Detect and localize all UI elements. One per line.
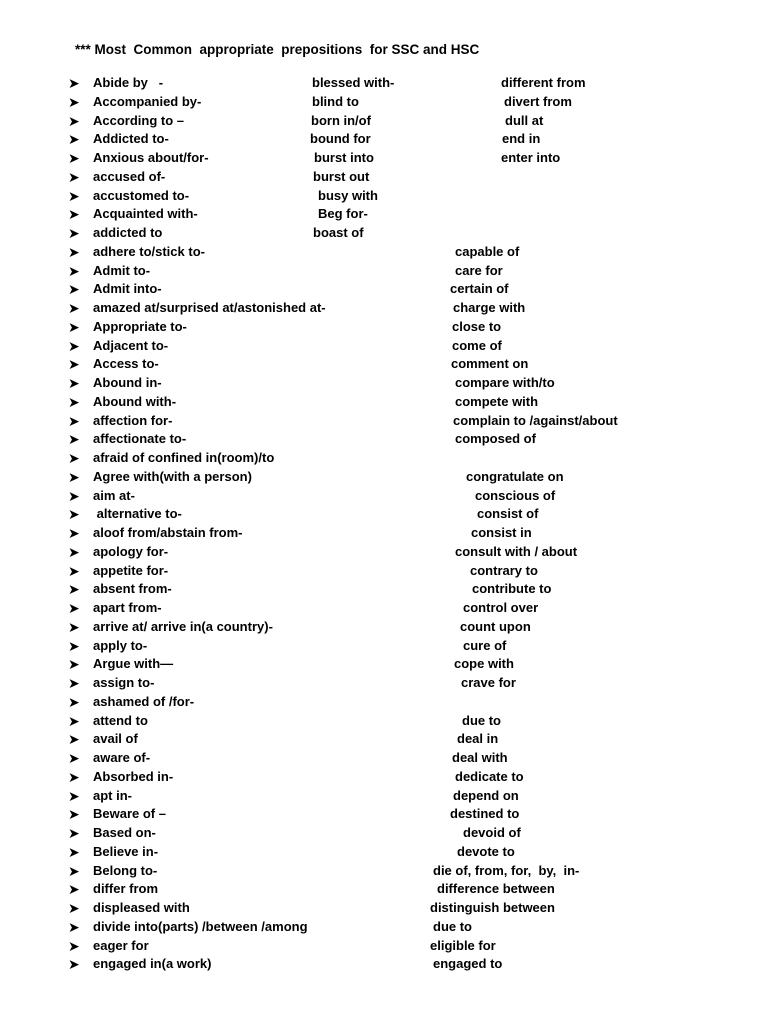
arrowhead-bullet-icon: ➤ [68, 375, 80, 391]
list-item [0, 899, 768, 918]
arrowhead-bullet-icon: ➤ [68, 337, 80, 354]
list-item [0, 168, 768, 187]
arrowhead-bullet-icon: ➤ [68, 618, 80, 635]
list-item [0, 730, 768, 749]
preposition-col-1: Argue with— [93, 656, 174, 672]
preposition-col-1: affection for- [93, 412, 173, 428]
preposition-col-1: accused of- [93, 168, 166, 184]
list-item [0, 674, 768, 693]
list-item [0, 355, 768, 374]
preposition-col-1: Acquainted with- [93, 206, 198, 222]
preposition-col-2: distinguish between [430, 900, 555, 915]
preposition-col-1: Agree with(with a person) [93, 468, 252, 484]
preposition-col-2: bound for [310, 131, 371, 147]
list-item [0, 580, 768, 599]
preposition-col-2: devote to [457, 843, 515, 859]
list-item [0, 187, 768, 206]
list-item [0, 824, 768, 843]
list-item [0, 468, 768, 487]
preposition-col-2: charge with [453, 300, 526, 315]
list-item [0, 599, 768, 618]
arrowhead-bullet-icon: ➤ [68, 712, 80, 729]
arrowhead-bullet-icon: ➤ [68, 318, 80, 335]
preposition-col-1: attend to [93, 712, 148, 728]
arrowhead-bullet-icon: ➤ [68, 881, 80, 898]
arrowhead-bullet-icon: ➤ [68, 806, 80, 823]
preposition-col-2: capable of [455, 243, 520, 259]
preposition-col-1: Abound in- [93, 375, 162, 390]
list-item [0, 543, 768, 562]
preposition-col-2: deal in [457, 731, 499, 747]
list-item [0, 524, 768, 543]
preposition-col-1: accustomed to- [93, 187, 190, 203]
list-item [0, 243, 768, 262]
preposition-col-1: displeased with [93, 900, 190, 915]
preposition-col-2: come of [452, 337, 502, 353]
arrowhead-bullet-icon: ➤ [68, 637, 80, 654]
arrowhead-bullet-icon: ➤ [68, 750, 80, 766]
preposition-col-1: Addicted to- [93, 131, 169, 147]
arrowhead-bullet-icon: ➤ [68, 600, 80, 616]
preposition-col-1: aim at- [93, 487, 135, 503]
preposition-col-2: burst into [314, 150, 374, 165]
arrowhead-bullet-icon: ➤ [68, 693, 80, 710]
arrowhead-bullet-icon: ➤ [68, 356, 80, 373]
arrowhead-bullet-icon: ➤ [68, 487, 80, 504]
list-item [0, 862, 768, 881]
preposition-col-1: absent from- [93, 581, 172, 597]
list-item [0, 262, 768, 281]
preposition-col-2: devoid of [463, 825, 521, 840]
preposition-col-1: addicted to [93, 225, 163, 240]
preposition-col-1: apply to- [93, 637, 148, 653]
list-item [0, 430, 768, 449]
arrowhead-bullet-icon: ➤ [68, 225, 80, 241]
list-item [0, 318, 768, 337]
preposition-col-2: die of, from, for, by, in- [433, 862, 580, 878]
arrowhead-bullet-icon: ➤ [68, 150, 80, 166]
preposition-col-1: amazed at/surprised at/astonished at- [93, 300, 326, 315]
preposition-col-2: control over [463, 600, 539, 615]
preposition-col-2: dedicate to [455, 768, 524, 784]
list-item [0, 712, 768, 731]
arrowhead-bullet-icon: ➤ [68, 581, 80, 598]
preposition-col-2: deal with [452, 750, 508, 765]
list-item [0, 337, 768, 356]
preposition-col-1: adhere to/stick to- [93, 243, 205, 259]
preposition-col-2: comment on [451, 356, 529, 372]
preposition-col-1: ashamed of /for- [93, 693, 195, 709]
arrowhead-bullet-icon: ➤ [68, 206, 80, 223]
preposition-col-1: Admit to- [93, 262, 151, 278]
arrowhead-bullet-icon: ➤ [68, 956, 80, 973]
list-item [0, 787, 768, 806]
preposition-col-1: divide into(parts) /between /among [93, 918, 308, 934]
preposition-col-1: According to – [93, 112, 185, 128]
preposition-col-2: care for [455, 262, 503, 278]
preposition-col-1: alternative to- [93, 506, 182, 522]
list-item [0, 93, 768, 112]
preposition-col-1: Abide by - [93, 75, 164, 90]
list-item [0, 112, 768, 131]
preposition-col-2: contrary to [470, 562, 538, 578]
preposition-col-2: blessed with- [312, 75, 395, 90]
preposition-col-2: difference between [437, 881, 555, 897]
preposition-col-1: Absorbed in- [93, 768, 174, 784]
arrowhead-bullet-icon: ➤ [68, 468, 80, 485]
arrowhead-bullet-icon: ➤ [68, 656, 80, 673]
arrowhead-bullet-icon: ➤ [68, 843, 80, 860]
preposition-col-1: Believe in- [93, 843, 159, 859]
preposition-col-2: contribute to [472, 581, 552, 597]
arrowhead-bullet-icon: ➤ [68, 412, 80, 429]
preposition-col-2: compete with [455, 393, 539, 409]
preposition-col-1: aware of- [93, 750, 151, 765]
arrowhead-bullet-icon: ➤ [68, 787, 80, 804]
arrowhead-bullet-icon: ➤ [68, 562, 80, 579]
arrowhead-bullet-icon: ➤ [68, 300, 80, 316]
preposition-col-2: cure of [463, 637, 507, 653]
preposition-col-2: busy with [318, 187, 378, 203]
arrowhead-bullet-icon: ➤ [68, 768, 80, 785]
arrowhead-bullet-icon: ➤ [68, 112, 80, 129]
list-item [0, 843, 768, 862]
arrowhead-bullet-icon: ➤ [68, 543, 80, 560]
list-item [0, 130, 768, 149]
arrowhead-bullet-icon: ➤ [68, 731, 80, 748]
arrowhead-bullet-icon: ➤ [68, 862, 80, 879]
list-item [0, 393, 768, 412]
arrowhead-bullet-icon: ➤ [68, 825, 80, 841]
arrowhead-bullet-icon: ➤ [68, 675, 80, 691]
list-item [0, 149, 768, 168]
arrowhead-bullet-icon: ➤ [68, 450, 80, 466]
preposition-col-2: certain of [450, 281, 509, 297]
preposition-col-1: afraid of confined in(room)/to [93, 450, 275, 465]
list-item [0, 74, 768, 93]
preposition-col-2: engaged to [433, 956, 503, 972]
preposition-col-2: complain to /against/about [453, 412, 618, 428]
preposition-col-2: count upon [460, 618, 531, 634]
preposition-col-1: Abound with- [93, 393, 177, 409]
preposition-col-2: due to [433, 918, 472, 934]
preposition-col-1: apart from- [93, 600, 162, 615]
arrowhead-bullet-icon: ➤ [68, 168, 80, 185]
preposition-col-1: engaged in(a work) [93, 956, 212, 972]
arrowhead-bullet-icon: ➤ [68, 525, 80, 541]
list-item [0, 768, 768, 787]
preposition-col-1: arrive at/ arrive in(a country)- [93, 618, 273, 634]
preposition-col-2: depend on [453, 787, 519, 803]
preposition-col-1: Based on- [93, 825, 156, 840]
preposition-col-3: enter into [501, 150, 561, 165]
preposition-col-2: close to [452, 318, 502, 334]
list-item [0, 374, 768, 393]
preposition-col-2: eligible for [430, 937, 496, 953]
preposition-col-2: born in/of [311, 112, 371, 128]
arrowhead-bullet-icon: ➤ [68, 243, 80, 260]
list-item [0, 299, 768, 318]
list-item [0, 805, 768, 824]
arrowhead-bullet-icon: ➤ [68, 93, 80, 110]
preposition-col-1: Appropriate to- [93, 318, 187, 334]
arrowhead-bullet-icon: ➤ [68, 262, 80, 279]
preposition-col-2: compare with/to [455, 375, 555, 390]
arrowhead-bullet-icon: ➤ [68, 281, 80, 298]
list-item [0, 224, 768, 243]
preposition-col-1: avail of [93, 731, 138, 747]
arrowhead-bullet-icon: ➤ [68, 131, 80, 148]
list-item [0, 280, 768, 299]
preposition-col-3: end in [502, 131, 541, 147]
preposition-col-1: Adjacent to- [93, 337, 169, 353]
preposition-col-1: apt in- [93, 787, 132, 803]
preposition-col-2: consist in [471, 525, 532, 540]
preposition-col-2: composed of [455, 431, 536, 447]
preposition-col-1: Access to- [93, 356, 159, 372]
preposition-col-1: appetite for- [93, 562, 169, 578]
page-title: *** Most Common appropriate prepositions for SSC and HSC [75, 42, 480, 57]
list-item [0, 918, 768, 937]
preposition-col-1: apology for- [93, 543, 169, 559]
arrowhead-bullet-icon: ➤ [68, 393, 80, 410]
preposition-col-3: dull at [505, 112, 544, 128]
preposition-col-1: affectionate to- [93, 431, 187, 447]
preposition-col-2: due to [462, 712, 501, 728]
list-item [0, 749, 768, 768]
arrowhead-bullet-icon: ➤ [68, 187, 80, 204]
arrowhead-bullet-icon: ➤ [68, 75, 80, 91]
preposition-col-1: assign to- [93, 675, 155, 690]
preposition-col-1: eager for [93, 937, 149, 953]
preposition-col-1: differ from [93, 881, 158, 897]
preposition-col-1: Accompanied by- [93, 93, 202, 109]
list-item [0, 955, 768, 974]
preposition-list [0, 74, 768, 974]
arrowhead-bullet-icon: ➤ [68, 506, 80, 523]
preposition-col-2: destined to [450, 806, 520, 822]
list-item [0, 637, 768, 656]
arrowhead-bullet-icon: ➤ [68, 900, 80, 916]
preposition-col-3: divert from [504, 93, 572, 109]
list-item [0, 880, 768, 899]
list-item [0, 412, 768, 431]
preposition-col-2: consult with / about [455, 543, 578, 559]
arrowhead-bullet-icon: ➤ [68, 937, 80, 954]
arrowhead-bullet-icon: ➤ [68, 431, 80, 448]
preposition-col-1: Admit into- [93, 281, 162, 297]
preposition-col-3: different from [501, 75, 586, 90]
list-item [0, 562, 768, 581]
list-item [0, 937, 768, 956]
preposition-col-2: Beg for- [318, 206, 368, 222]
preposition-col-2: burst out [313, 168, 370, 184]
list-item [0, 618, 768, 637]
list-item [0, 205, 768, 224]
preposition-col-1: Anxious about/for- [93, 150, 209, 165]
preposition-col-1: aloof from/abstain from- [93, 525, 243, 540]
preposition-col-2: cope with [454, 656, 514, 672]
list-item [0, 505, 768, 524]
arrowhead-bullet-icon: ➤ [68, 918, 80, 935]
list-item [0, 487, 768, 506]
list-item [0, 693, 768, 712]
preposition-col-2: blind to [312, 93, 359, 109]
preposition-col-1: Belong to- [93, 862, 158, 878]
preposition-col-2: boast of [313, 225, 364, 240]
preposition-col-2: crave for [461, 675, 516, 690]
list-item [0, 655, 768, 674]
preposition-col-1: Beware of – [93, 806, 166, 822]
preposition-col-2: congratulate on [466, 468, 564, 484]
list-item [0, 449, 768, 468]
preposition-col-2: conscious of [475, 487, 556, 503]
preposition-col-2: consist of [477, 506, 539, 522]
